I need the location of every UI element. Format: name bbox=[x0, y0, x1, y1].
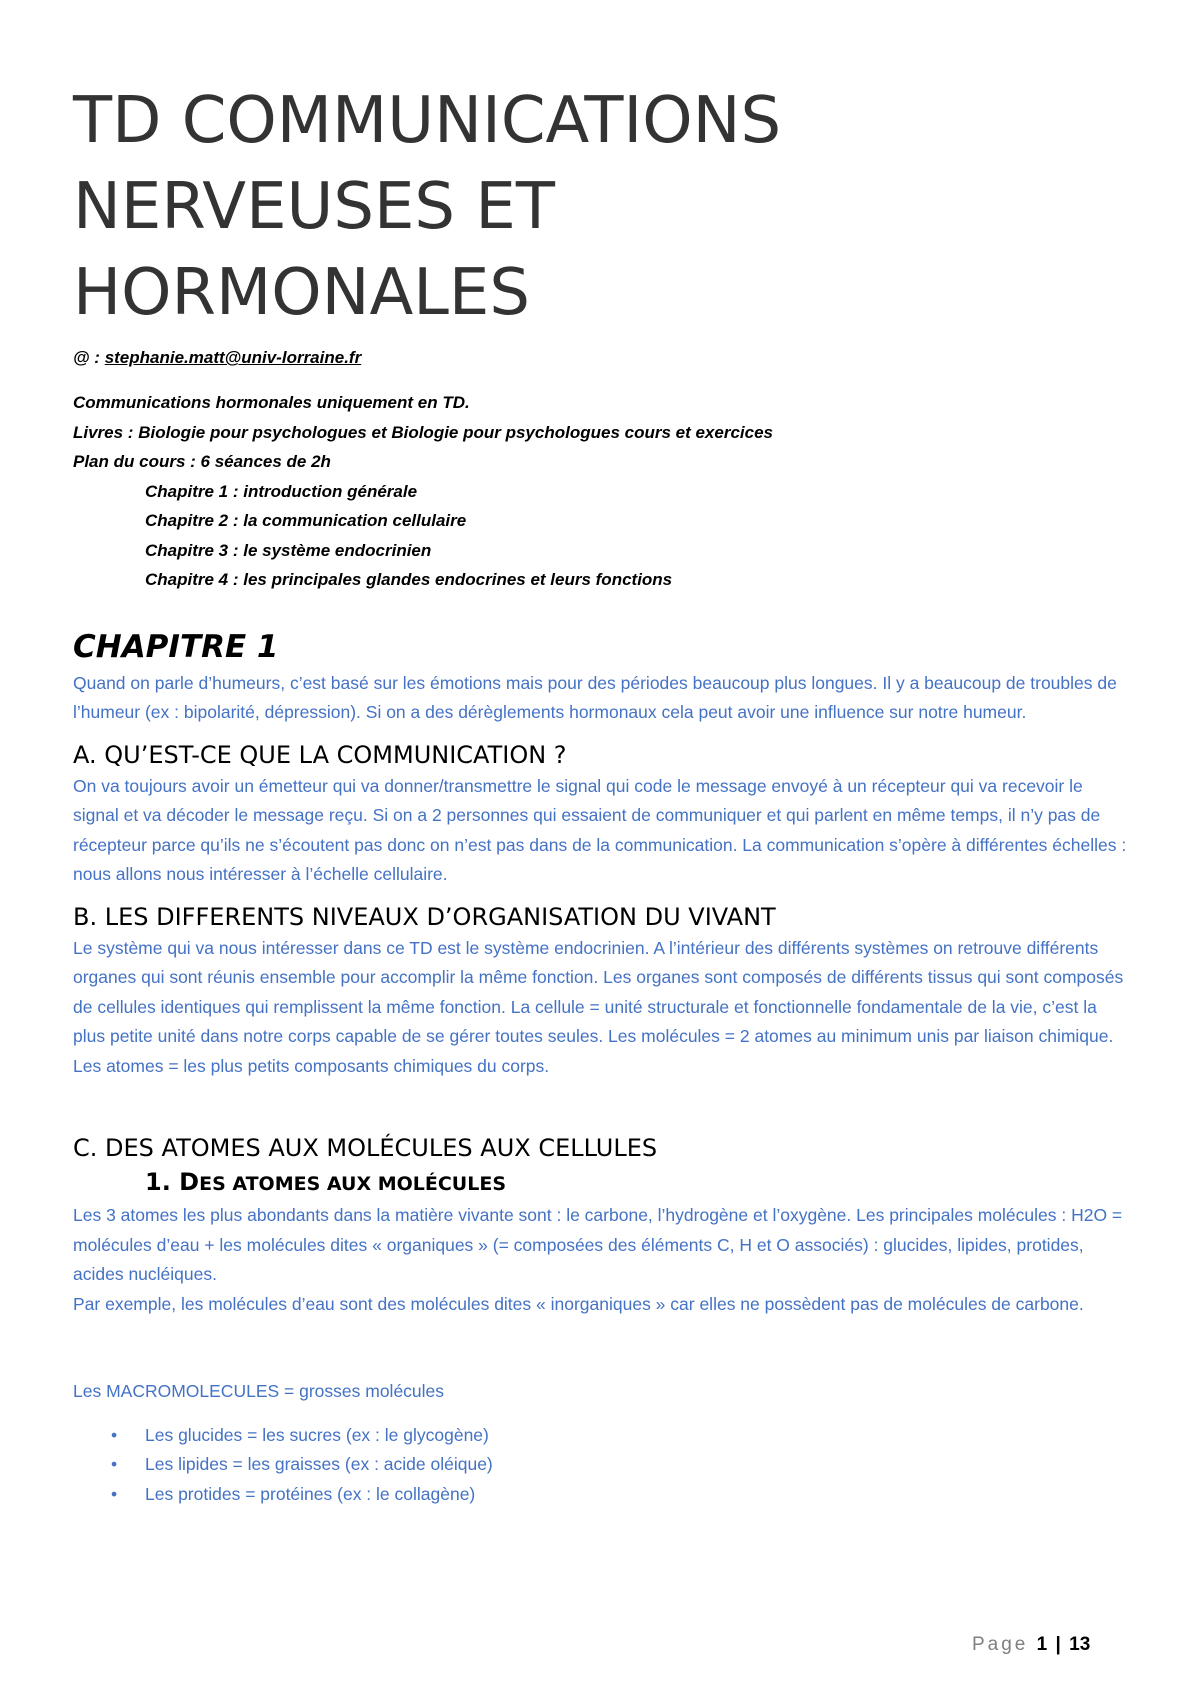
section-b-paragraph: Le système qui va nous intéresser dans ce TD est le système endocrinien. A l’intérieur des différents systèmes on retrouve différents organes qui sont réunis ensemble pour accomplir la même fonction. Les organes sont composés de différents tissus qui sont composés de cellules identiques qui remplissent la même fonction. La cellule = unité structurale et fonctionnelle fondamentale de la vie, c’est la plus petite unité dans notre corps capable de se gérer toutes seules. Les molécules = 2 atomes au minimum unis par liaison chimique. Les atomes = les plus petits composants chimiques du corps. bbox=[73, 937, 1124, 1076]
plan-chapter-1: Chapitre 1 : introduction générale bbox=[145, 481, 418, 501]
course-intro bbox=[73, 388, 1133, 595]
current-page: 1 bbox=[1036, 1634, 1048, 1655]
macromolecules-line: Les MACROMOLECULES = grosses molécules bbox=[73, 1381, 445, 1401]
subsection-1-heading bbox=[73, 1165, 1133, 1201]
email-prefix: @ : bbox=[73, 348, 105, 367]
section-a-paragraph: On va toujours avoir un émetteur qui va donner/transmettre le signal qui code le message envoyé à un récepteur qui va recevoir le signal et va décoder le message reçu. Si on a 2 personnes qui essaient de communiquer et qui parlent en même temps, il n’y pas de récepteur parce qu’ils ne s’écoutent pas donc on n’est pas dans de la communication. La communication s’opère à différentes échelles : nous allons nous intéresser à l’échelle cellulaire. bbox=[73, 775, 1127, 884]
document-title bbox=[73, 78, 1133, 336]
intro-line-2: Livres : Biologie pour psychologues et Biologie pour psychologues cours et exercices bbox=[73, 422, 773, 442]
list-item-text: Les glucides = les sucres (ex : le glycogène) bbox=[145, 1424, 489, 1445]
title-line-3: HORMONALES bbox=[73, 256, 530, 330]
plan-chapter-4: Chapitre 4 : les principales glandes endocrines et leurs fonctions bbox=[145, 570, 673, 589]
email-link[interactable]: stephanie.matt@univ-lorraine.fr bbox=[104, 348, 362, 367]
intro-line-3: Plan du cours : 6 séances de 2h bbox=[73, 452, 331, 471]
subsection-1-title: ES ATOMES AUX MOLÉCULES bbox=[199, 1173, 506, 1195]
chapter-1-heading: CHAPITRE 1 bbox=[73, 628, 279, 665]
chapter-1-paragraph: Quand on parle d’humeurs, c’est basé sur les émotions mais pour des périodes beaucoup plus longues. Il y a beaucoup de troubles de l’humeur (ex : bipolarité, dépression). Si on a des dérèglements hormonaux cela peut avoir une influence sur notre humeur. bbox=[73, 672, 1117, 722]
section-c-paragraph-1: Les 3 atomes les plus abondants dans la matière vivante sont : le carbone, l’hydrogène et l’oxygène. Les principales molécules : H2O = molécules d’eau + les molécules dites « organiques » (= composées des éléments C, H et O associés) : glucides, lipides, protides, acides nucléiques. bbox=[73, 1205, 1123, 1284]
list-item bbox=[73, 1450, 1133, 1480]
page-separator: | bbox=[1055, 1634, 1061, 1655]
document-page bbox=[73, 78, 1133, 1509]
plan-chapter-2: Chapitre 2 : la communication cellulaire bbox=[145, 511, 467, 530]
list-item-text: Les lipides = les graisses (ex : acide oléique) bbox=[145, 1454, 493, 1474]
title-line-1: TD COMMUNICATIONS bbox=[73, 84, 782, 158]
page-label: Page bbox=[972, 1634, 1029, 1655]
blank-space bbox=[73, 1319, 1133, 1377]
list-item bbox=[73, 1421, 1133, 1451]
section-c-paragraph-2: Par exemple, les molécules d’eau sont des molécules dites « inorganiques » car elles ne possèdent pas de molécules de carbone. bbox=[73, 1293, 1084, 1314]
total-pages: 13 bbox=[1069, 1634, 1091, 1655]
page-number-footer bbox=[972, 1634, 1090, 1656]
section-b-heading: B. LES DIFFERENTS NIVEAUX D’ORGANISATION DU VIVANT bbox=[73, 902, 776, 931]
bullet-icon: • bbox=[111, 1454, 118, 1474]
title-line-2: NERVEUSES ET bbox=[73, 170, 555, 244]
section-c-heading: C. DES ATOMES AUX MOLÉCULES AUX CELLULES bbox=[73, 1134, 658, 1162]
intro-line-1: Communications hormonales uniquement en TD. bbox=[73, 393, 470, 412]
list-item bbox=[73, 1480, 1133, 1510]
macromolecules-list bbox=[73, 1421, 1133, 1510]
subsection-1-number: 1. D bbox=[145, 1168, 200, 1196]
email-line bbox=[73, 346, 1133, 370]
bullet-icon: • bbox=[111, 1483, 118, 1504]
plan-chapter-3: Chapitre 3 : le système endocrinien bbox=[145, 540, 432, 560]
section-a-heading: A. QU’EST-CE QUE LA COMMUNICATION ? bbox=[73, 740, 567, 769]
list-item-text: Les protides = protéines (ex : le collagène) bbox=[145, 1483, 476, 1504]
bullet-icon: • bbox=[111, 1424, 118, 1445]
